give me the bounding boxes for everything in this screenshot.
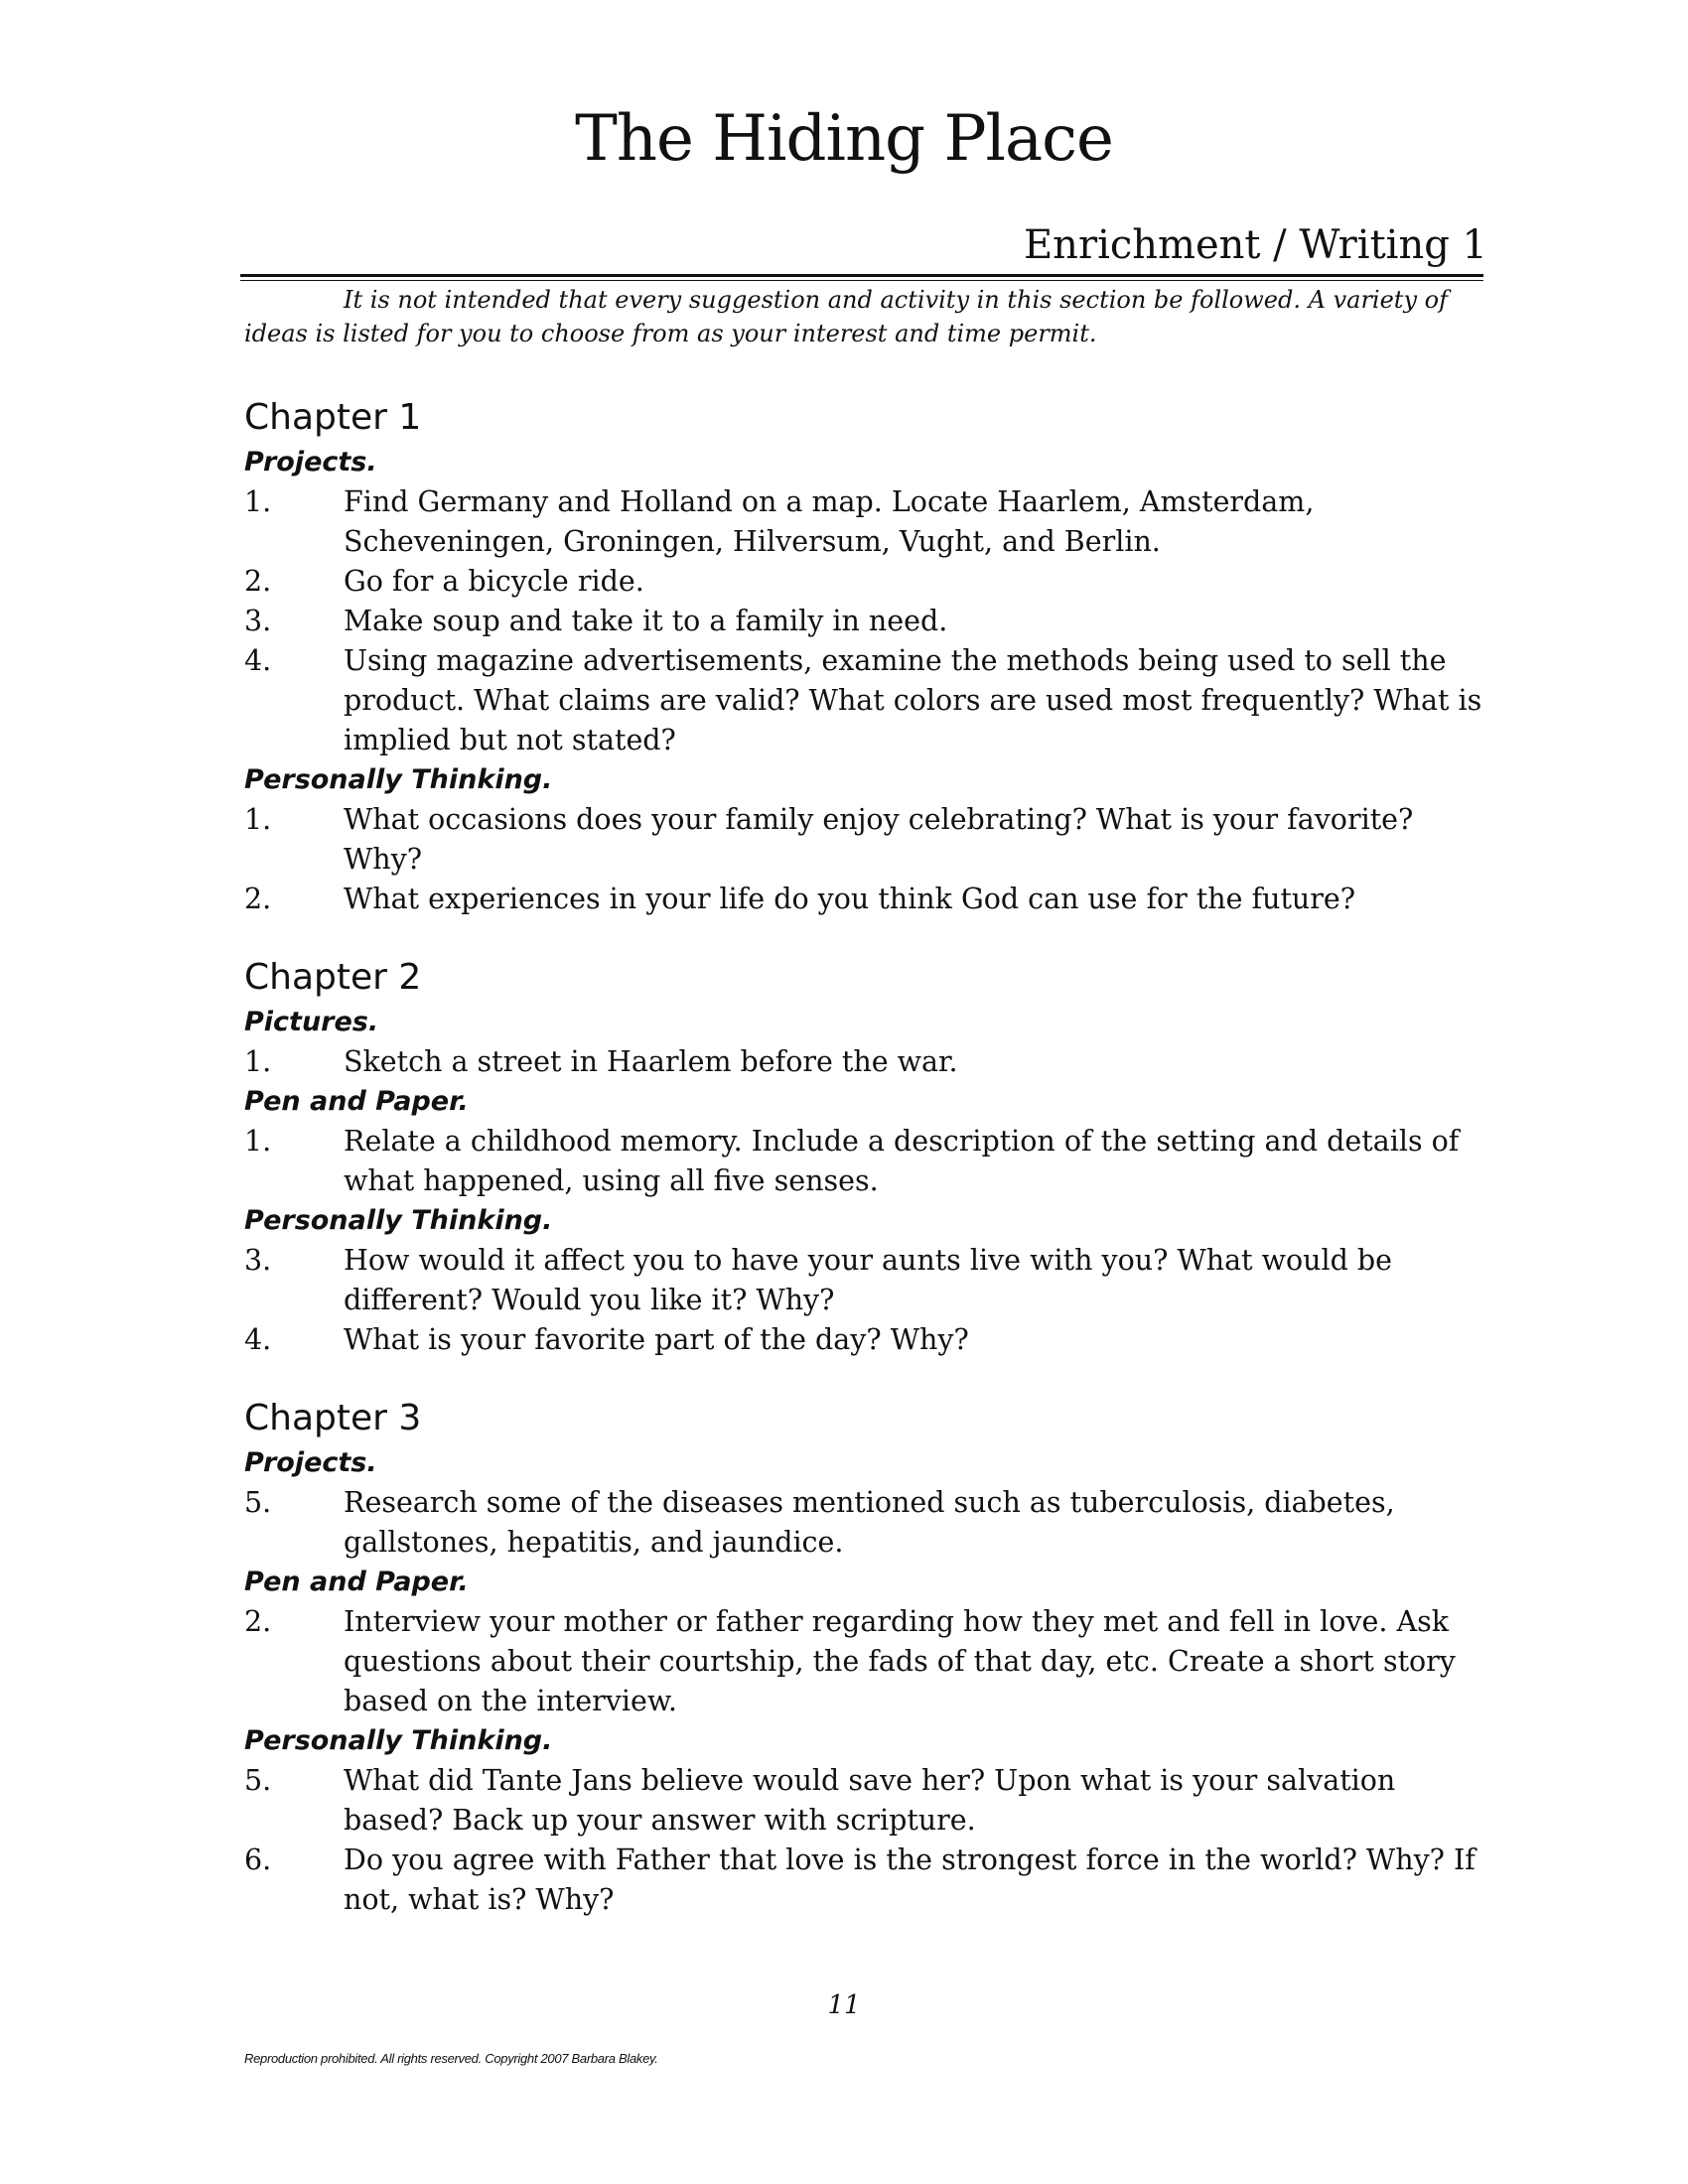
group-personally-thinking xyxy=(244,1201,1495,1360)
list-item xyxy=(244,1841,1495,1920)
group-projects xyxy=(244,1443,1495,1563)
chapter-heading: Chapter 2 xyxy=(244,957,422,998)
list-item xyxy=(244,641,1495,760)
item-number: 1. xyxy=(244,485,272,518)
page-title: The Hiding Place xyxy=(575,102,1113,176)
group-pen-and-paper xyxy=(244,1563,1495,1721)
group-label: Pen and Paper. xyxy=(244,1567,469,1597)
item-text: Interview your mother or father regarding how they met and fell in love. Ask questions about their courtship, the fads of that day, etc. Create a short story based on the interview. xyxy=(344,1605,1456,1717)
group-label: Pictures. xyxy=(244,1007,379,1037)
item-number: 2. xyxy=(244,883,272,915)
group-label: Pen and Paper. xyxy=(244,1086,469,1117)
item-number: 1. xyxy=(244,1125,272,1158)
item-text: Relate a childhood memory. Include a description of the setting and details of what happened, using all five senses. xyxy=(344,1125,1460,1197)
header-rule-thin xyxy=(240,280,1483,281)
item-number: 1. xyxy=(244,1045,272,1078)
chapter-3 xyxy=(244,1394,1495,1920)
item-number: 1. xyxy=(244,803,272,836)
list-item xyxy=(244,880,1495,919)
item-text: What occasions does your family enjoy celebrating? What is your favorite? Why? xyxy=(344,803,1414,876)
group-label: Personally Thinking. xyxy=(244,764,553,795)
item-number: 2. xyxy=(244,1605,272,1638)
chapters-container xyxy=(244,393,1495,1954)
item-text: What experiences in your life do you think God can use for the future? xyxy=(344,883,1356,915)
item-text: Do you agree with Father that love is the strongest force in the world? Why? If not, what is? Why? xyxy=(344,1843,1476,1916)
group-personally-thinking xyxy=(244,760,1495,919)
list-item xyxy=(244,1761,1495,1841)
item-number: 4. xyxy=(244,1323,272,1356)
group-projects xyxy=(244,443,1495,760)
item-number: 4. xyxy=(244,644,272,677)
item-number: 3. xyxy=(244,605,272,637)
chapter-1 xyxy=(244,393,1495,919)
list-item xyxy=(244,602,1495,641)
list-item xyxy=(244,1483,1495,1563)
list-item xyxy=(244,1602,1495,1721)
header-rule-thick xyxy=(240,274,1483,277)
group-label: Projects. xyxy=(244,1447,377,1478)
item-number: 3. xyxy=(244,1244,272,1277)
list-item xyxy=(244,482,1495,562)
item-number: 6. xyxy=(244,1843,272,1876)
item-text: What did Tante Jans believe would save her? Upon what is your salvation based? Back up your answer with scripture. xyxy=(344,1764,1396,1837)
group-label: Personally Thinking. xyxy=(244,1205,553,1236)
item-text: Find Germany and Holland on a map. Locate Haarlem, Amsterdam, Scheveningen, Groningen, Hilversum, Vught, and Berlin. xyxy=(344,485,1315,558)
item-text: Research some of the diseases mentioned such as tuberculosis, diabetes, gallstones, hepatitis, and jaundice. xyxy=(344,1486,1395,1559)
item-text: Using magazine advertisements, examine the methods being used to sell the product. What claims are valid? What colors are used most frequently? What is implied but not stated? xyxy=(344,644,1482,756)
group-personally-thinking xyxy=(244,1721,1495,1920)
chapter-2 xyxy=(244,953,1495,1360)
item-text: Make soup and take it to a family in need. xyxy=(344,605,948,637)
chapter-heading: Chapter 1 xyxy=(244,397,422,438)
copyright-notice: Reproduction prohibited. All rights reserved. Copyright 2007 Barbara Blakey. xyxy=(244,2051,658,2066)
group-label: Personally Thinking. xyxy=(244,1725,553,1756)
list-item xyxy=(244,1320,1495,1360)
item-text: How would it affect you to have your aunts live with you? What would be different? Would you like it? Why? xyxy=(344,1244,1393,1316)
item-number: 5. xyxy=(244,1764,272,1797)
item-number: 5. xyxy=(244,1486,272,1519)
group-label: Projects. xyxy=(244,447,377,478)
section-title: Enrichment / Writing 1 xyxy=(1023,222,1487,268)
item-number: 2. xyxy=(244,565,272,598)
list-item xyxy=(244,1122,1495,1201)
list-item xyxy=(244,800,1495,880)
page-number: 11 xyxy=(827,1990,861,2020)
intro-paragraph: It is not intended that every suggestion and activity in this section be followed. A variety of ideas is listed for you to choose from as your interest and time permit. xyxy=(244,286,1448,347)
chapter-heading: Chapter 3 xyxy=(244,1398,422,1438)
group-pictures xyxy=(244,1003,1495,1082)
list-item xyxy=(244,1042,1495,1082)
item-text: Go for a bicycle ride. xyxy=(344,565,644,598)
list-item xyxy=(244,562,1495,602)
list-item xyxy=(244,1241,1495,1320)
group-pen-and-paper xyxy=(244,1082,1495,1201)
item-text: What is your favorite part of the day? Why? xyxy=(344,1323,969,1356)
item-text: Sketch a street in Haarlem before the war. xyxy=(344,1045,958,1078)
